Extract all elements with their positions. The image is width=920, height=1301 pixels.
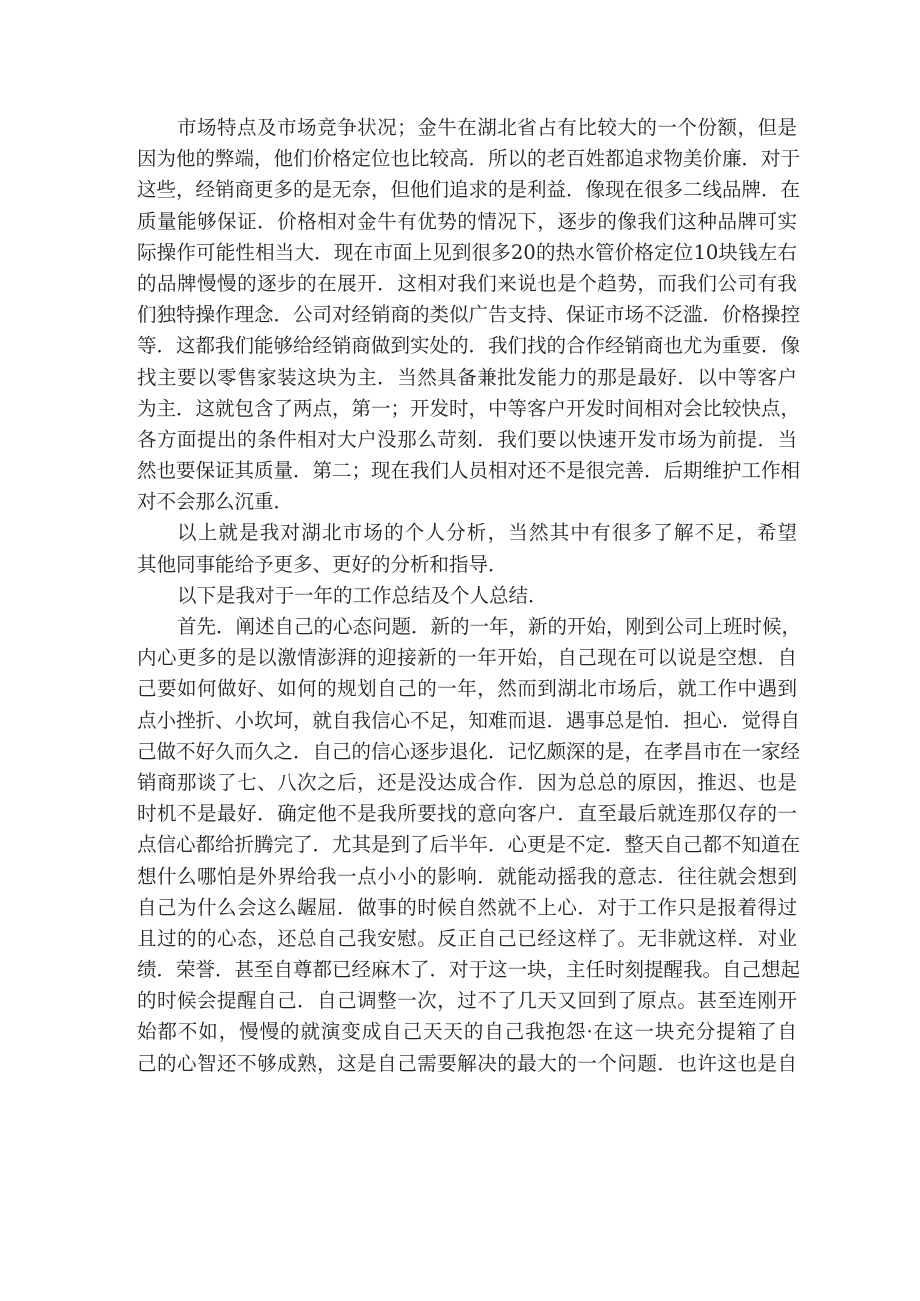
text-line: 销商那谈了七、八次之后，还是没达成合作．因为总总的原因，推迟、也是 [137, 770, 797, 794]
document-body-text [137, 112, 802, 1079]
text-line: 等．这都我们能够给经销商做到实处的．我们找的合作经销商也尤为重要．像 [137, 334, 801, 358]
text-line: 始都不如，慢慢的就演变成自己天天的自己我抱怨·在这一块充分提箱了自 [137, 1020, 797, 1044]
text-line: 首先．阐述自己的心态问题．新的一年，新的开始，刚到公司上班时候， [177, 615, 802, 638]
text-line: 以下是我对于一年的工作总结及个人总结． [177, 583, 548, 607]
text-line: 其他同事能给予更多、更好的分析和指导． [137, 552, 508, 576]
text-line: 且过的的心态，还总自己我安慰。反正自己已经这样了。无非就这样．对业 [137, 926, 797, 950]
text-line: 质量能够保证．价格相对金牛有优势的情况下，逐步的像我们这种品牌可实 [137, 209, 797, 233]
text-line: 际操作可能性相当大．现在市面上见到很多20的热水管价格定位10块钱左右 [137, 240, 797, 264]
text-line: 自己为什么会这么龌屈．做事的时候自然就不上心．对于工作只是报着得过 [137, 895, 797, 919]
text-line: 点信心都给折腾完了．尤其是到了后半年．心更是不定．整天自己都不知道在 [137, 833, 801, 857]
text-line: 的时候会提醒自己．自己调整一次，过不了几天又回到了原点。甚至连刚开 [137, 989, 797, 1013]
text-line: 的品牌慢慢的逐步的在展开．这相对我们来说也是个趋势，而我们公司有我 [137, 271, 797, 295]
text-line: 以上就是我对湖北市场的个人分析，当然其中有很多了解不足，希望 [177, 521, 797, 545]
text-line: 市场特点及市场竞争状况；金牛在湖北省占有比较大的一个份额，但是 [177, 116, 797, 139]
text-line: 己的心智还不够成熟，这是自己需要解决的最大的一个问题．也许这也是自 [137, 1051, 797, 1075]
text-line: 为主．这就包含了两点，第一；开发时，中等客户开发时间相对会比较快点， [137, 396, 801, 420]
text-line: 找主要以零售家装这块为主．当然具备兼批发能力的那是最好．以中等客户 [137, 365, 797, 389]
text-line: 点小挫折、小坎坷，就自我信心不足，知难而退．遇事总是怕．担心．觉得自 [137, 708, 801, 732]
text-line: 绩．荣誉．甚至自尊都已经麻木了．对于这一块，主任时刻提醒我。自己想起 [137, 958, 801, 982]
text-line: 己做不好久而久之．自己的信心逐步退化．记忆颇深的是，在孝昌市在一家经 [137, 739, 801, 763]
text-line: 这些，经销商更多的是无奈，但他们追求的是利益．像现在很多二线品牌．在 [137, 178, 801, 202]
text-line: 对不会那么沉重． [137, 490, 294, 514]
text-line: 因为他的弊端，他们价格定位也比较高．所以的老百姓都追求物美价廉．对于 [137, 147, 801, 171]
text-line: 己要如何做好、如何的规划自己的一年，然而到湖北市场后，就工作中遇到 [137, 677, 797, 701]
text-line: 时机不是最好．确定他不是我所要找的意向客户．直至最后就连那仅存的一 [137, 802, 797, 826]
text-line: 内心更多的是以激情澎湃的迎接新的一年开始，自己现在可以说是空想．自 [137, 646, 797, 670]
text-line: 然也要保证其质量．第二；现在我们人员相对还不是很完善．后期维护工作相 [137, 459, 801, 483]
text-line: 们独特操作理念．公司对经销商的类似广告支持、保证市场不泛滥．价格操控 [137, 303, 801, 327]
text-line: 各方面提出的条件相对大户没那么苛刻．我们要以快速开发市场为前提．当 [137, 427, 797, 451]
text-line: 想什么哪怕是外界给我一点小小的影响．就能动摇我的意志．往往就会想到 [137, 864, 797, 888]
